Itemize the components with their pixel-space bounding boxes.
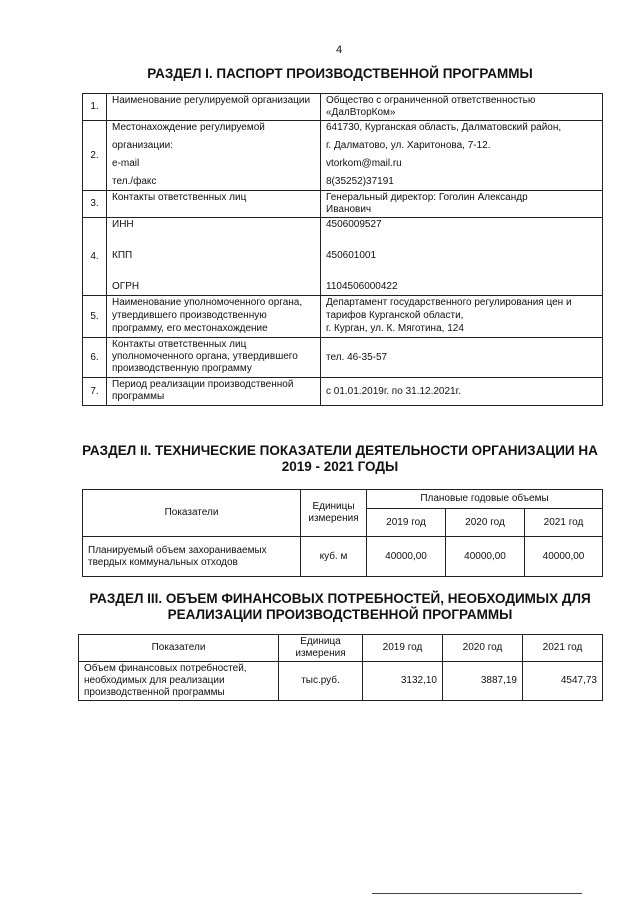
- passport-row: [83, 338, 603, 378]
- row-value-2020: 40000,00: [446, 537, 525, 577]
- row-value-2019: 3132,10: [363, 662, 443, 701]
- row-label: [107, 94, 321, 121]
- row-indicator-line-3: производственной программы: [84, 687, 225, 698]
- row-label-line: Наименование уполномоченного органа,: [112, 297, 303, 308]
- row-value-line: тел. 46-35-57: [326, 351, 388, 363]
- row-label: [107, 218, 321, 296]
- row-label-line: программы: [112, 391, 165, 402]
- financial-needs-table: [78, 634, 603, 701]
- row-value-line: 1104506000422: [326, 281, 398, 292]
- row-label-line: производственную программу: [112, 363, 252, 374]
- row-value: [321, 338, 603, 378]
- section-3-heading-line-2: РЕАЛИЗАЦИИ ПРОИЗВОДСТВЕННОЙ ПРОГРАММЫ: [167, 607, 513, 622]
- header-year-2021: 2021 год: [523, 635, 603, 662]
- row-number: 4.: [83, 218, 107, 296]
- row-value-line: г. Курган, ул. К. Мяготина, 124: [326, 323, 464, 334]
- row-label: [107, 296, 321, 338]
- row-value-2021: 40000,00: [525, 537, 603, 577]
- row-value-line: «ДалВторКом»: [326, 107, 396, 118]
- row-label-line: тел./факс: [112, 176, 157, 187]
- row-unit: тыс.руб.: [279, 662, 363, 701]
- row-value-2021: 4547,73: [523, 662, 603, 701]
- row-indicator-line-2: необходимых для реализации: [84, 675, 225, 686]
- passport-row: [83, 121, 603, 191]
- row-label: [107, 121, 321, 191]
- row-number: 6.: [83, 338, 107, 378]
- header-year-2020: 2020 год: [446, 509, 525, 537]
- row-value: [321, 121, 603, 191]
- row-value-line: vtorkom@mail.ru: [326, 158, 402, 169]
- row-label-line: ИНН: [112, 219, 134, 230]
- row-value: [321, 94, 603, 121]
- row-value-line: 4506009527: [326, 219, 382, 230]
- row-indicator-line-2: твердых коммунальных отходов: [88, 556, 238, 568]
- header-planned-volumes: Плановые годовые объемы: [367, 490, 603, 509]
- row-unit: куб. м: [301, 537, 367, 577]
- section-2-heading: [80, 443, 600, 475]
- section-1-heading: РАЗДЕЛ I. ПАСПОРТ ПРОИЗВОДСТВЕННОЙ ПРОГРАММЫ: [147, 66, 533, 81]
- section-2-heading-line-1: РАЗДЕЛ II. ТЕХНИЧЕСКИЕ ПОКАЗАТЕЛИ ДЕЯТЕЛЬНОСТИ ОРГАНИЗАЦИИ НА: [82, 443, 598, 458]
- header-year-2019: 2019 год: [363, 635, 443, 662]
- row-number: 1.: [83, 94, 107, 121]
- row-value-2019: 40000,00: [367, 537, 446, 577]
- header-units-line-1: Единицы: [312, 501, 355, 512]
- row-label-line: e-mail: [112, 158, 140, 169]
- header-year-2019: 2019 год: [367, 509, 446, 537]
- row-label-line: Период реализации производственной: [112, 379, 294, 390]
- row-value-2020: 3887,19: [443, 662, 523, 701]
- row-value-line: Иванович: [326, 204, 372, 215]
- row-value-line: Генеральный директор: Гоголин Александр: [326, 192, 528, 203]
- row-indicator: [83, 537, 301, 577]
- row-value: [321, 378, 603, 406]
- header-unit: [279, 635, 363, 662]
- passport-row: [83, 191, 603, 218]
- row-value: [321, 296, 603, 338]
- header-unit-line-2: измерения: [295, 648, 346, 659]
- header-unit-line-1: Единица: [300, 636, 341, 647]
- row-value-line: тарифов Курганской области,: [326, 310, 464, 321]
- row-label-line: ОГРН: [112, 281, 140, 292]
- section-2-heading-line-2: 2019 - 2021 ГОДЫ: [281, 459, 399, 474]
- header-units: [301, 490, 367, 537]
- row-value-line: 8(35252)37191: [326, 176, 394, 187]
- passport-table: [82, 93, 603, 406]
- section-3-heading: [80, 591, 600, 623]
- row-indicator-line-1: Объем финансовых потребностей,: [84, 663, 247, 674]
- header-units-line-2: измерения: [308, 513, 359, 524]
- passport-row: [83, 94, 603, 121]
- row-value-line: Общество с ограниченной ответственностью: [326, 95, 536, 106]
- row-value-line: 641730, Курганская область, Далматовский район,: [326, 122, 562, 133]
- row-label-line: уполномоченного органа, утвердившего: [112, 351, 298, 362]
- section-3-heading-line-1: РАЗДЕЛ III. ОБЪЕМ ФИНАНСОВЫХ ПОТРЕБНОСТЕЙ, НЕОБХОДИМЫХ ДЛЯ: [89, 591, 591, 606]
- row-label-line: Контакты ответственных лиц: [112, 339, 247, 350]
- row-label-line: Контакты ответственных лиц: [112, 192, 247, 203]
- passport-row: [83, 378, 603, 406]
- row-label: [107, 338, 321, 378]
- row-number: 5.: [83, 296, 107, 338]
- row-value-line: г. Далматово, ул. Харитонова, 7-12.: [326, 140, 491, 151]
- header-indicators: Показатели: [83, 490, 301, 537]
- bottom-rule: [372, 893, 582, 894]
- row-label: [107, 191, 321, 218]
- row-indicator: [79, 662, 279, 701]
- row-number: 7.: [83, 378, 107, 406]
- page-number: 4: [336, 44, 343, 56]
- row-indicator-line-1: Планируемый объем захораниваемых: [88, 544, 267, 556]
- row-value-line: с 01.01.2019г. по 31.12.2021г.: [326, 385, 461, 397]
- passport-row: [83, 296, 603, 338]
- header-year-2021: 2021 год: [525, 509, 603, 537]
- header-indicators: Показатели: [79, 635, 279, 662]
- passport-row: [83, 218, 603, 296]
- header-year-2020: 2020 год: [443, 635, 523, 662]
- row-number: 2.: [83, 121, 107, 191]
- row-label-line: Наименование регулируемой организации: [112, 95, 311, 106]
- technical-indicators-table: [82, 489, 603, 577]
- row-value: [321, 218, 603, 296]
- row-label-line: организации:: [112, 140, 174, 151]
- row-label-line: утвердившего производственную: [112, 310, 267, 321]
- row-label-line: Местонахождение регулируемой: [112, 122, 265, 133]
- row-label: [107, 378, 321, 406]
- row-label-line: КПП: [112, 250, 133, 261]
- row-value-line: 450601001: [326, 250, 377, 261]
- row-label-line: программу, его местонахождение: [112, 323, 268, 334]
- row-value: [321, 191, 603, 218]
- row-number: 3.: [83, 191, 107, 218]
- row-value-line: Департамент государственного регулирования цен и: [326, 297, 572, 308]
